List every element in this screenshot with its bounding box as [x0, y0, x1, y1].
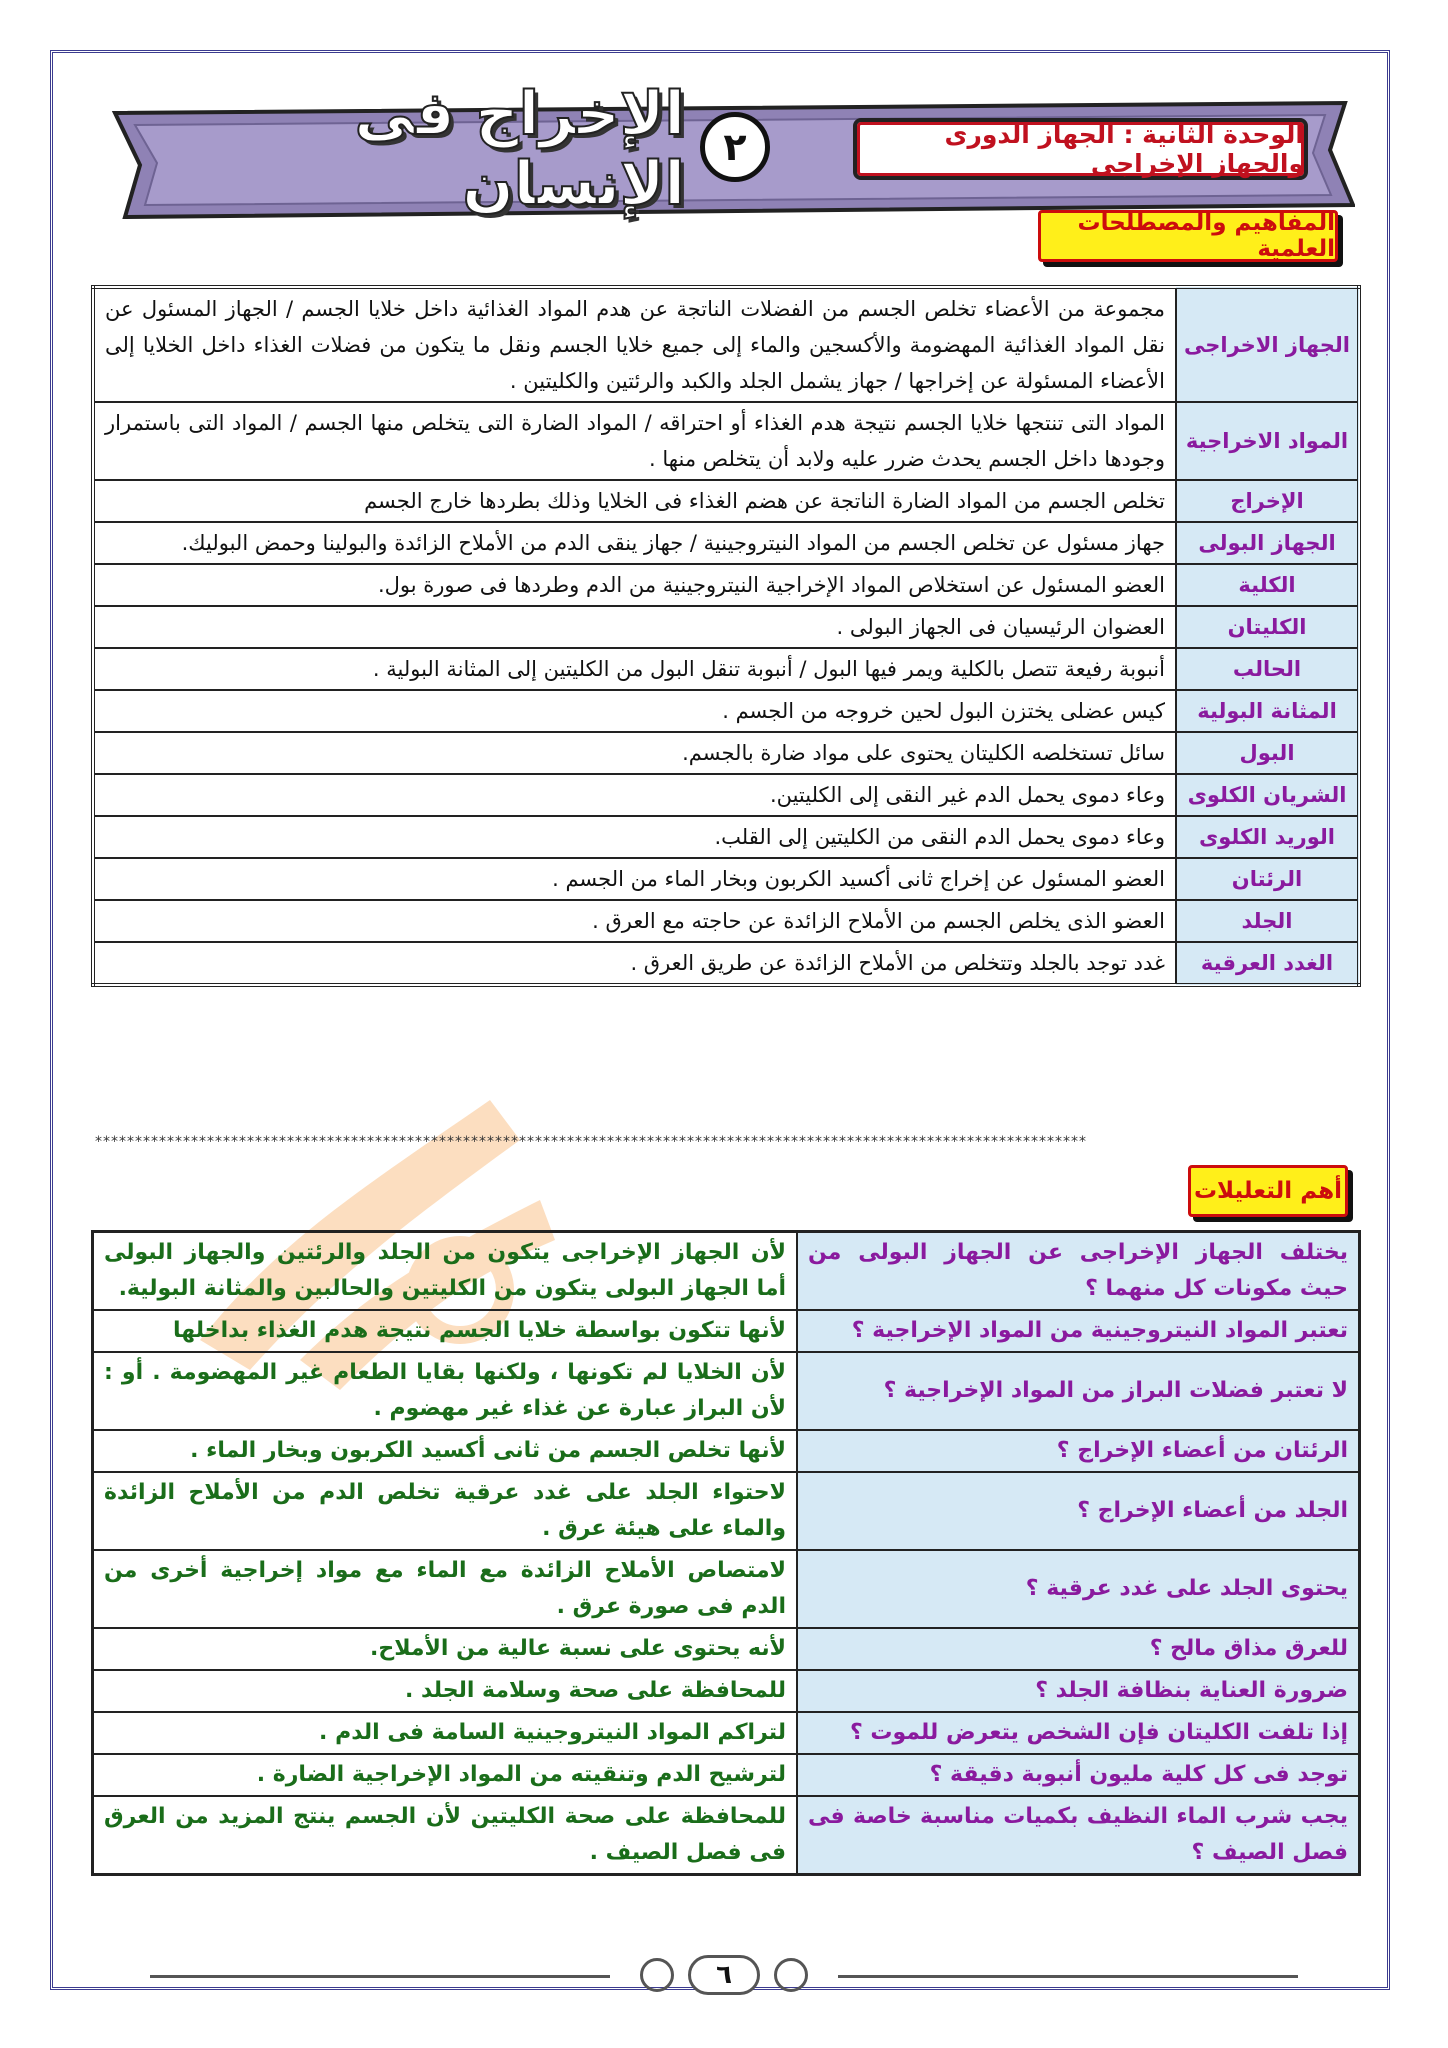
reason-question: إذا تلفت الكليتان فإن الشخص يتعرض للموت ؟: [797, 1712, 1360, 1754]
glossary-row: [93, 606, 1359, 648]
page-number: ٦: [688, 1955, 760, 1995]
reason-answer: لترشيح الدم وتنقيته من المواد الإخراجية الضارة .: [93, 1754, 798, 1796]
reason-row: [93, 1430, 1360, 1472]
reason-question: يختلف الجهاز الإخراجى عن الجهاز البولى من حيث مكونات كل منهما ؟: [797, 1232, 1360, 1311]
glossary-term: الجهاز البولى: [1176, 522, 1359, 564]
glossary-definition: وعاء دموى يحمل الدم غير النقى إلى الكليتين.: [93, 774, 1176, 816]
glossary-row: [93, 774, 1359, 816]
reason-row: [93, 1628, 1360, 1670]
reason-question: تعتبر المواد النيتروجينية من المواد الإخراجية ؟: [797, 1310, 1360, 1352]
glossary-row: [93, 648, 1359, 690]
reason-question: ضرورة العناية بنظافة الجلد ؟: [797, 1670, 1360, 1712]
glossary-row: [93, 480, 1359, 522]
reason-question: الجلد من أعضاء الإخراج ؟: [797, 1472, 1360, 1550]
glossary-definition: وعاء دموى يحمل الدم النقى من الكليتين إلى القلب.: [93, 816, 1176, 858]
glossary-definition: العضو الذى يخلص الجسم من الأملاح الزائدة عن حاجته مع العرق .: [93, 900, 1176, 942]
lesson-number-badge: ٢: [700, 112, 770, 182]
glossary-term: الحالب: [1176, 648, 1359, 690]
reasons-table: [91, 1230, 1361, 1876]
reason-question: لا تعتبر فضلات البراز من المواد الإخراجية ؟: [797, 1352, 1360, 1430]
reason-question: توجد فى كل كلية مليون أنبوبة دقيقة ؟: [797, 1754, 1360, 1796]
footer-ornament-right: [774, 1958, 808, 1992]
reason-row: [93, 1796, 1360, 1875]
glossary-row: [93, 900, 1359, 942]
glossary-section-label: المفاهيم والمصطلحات العلمية: [1038, 210, 1338, 262]
reason-answer: لتراكم المواد النيتروجينية السامة فى الدم .: [93, 1712, 798, 1754]
glossary-row: [93, 732, 1359, 774]
unit-title: الوحدة الثانية : الجهاز الدورى والجهاز الإخراجى: [853, 118, 1308, 180]
reason-row: [93, 1712, 1360, 1754]
glossary-term: الجلد: [1176, 900, 1359, 942]
reason-answer: لأن الخلايا لم تكونها ، ولكنها بقايا الطعام غير المهضومة . أو : لأن البراز عبارة عن غذاء غير مهضوم .: [93, 1352, 798, 1430]
glossary-term: الجهاز الاخراجى: [1176, 287, 1359, 402]
reason-answer: لامتصاص الأملاح الزائدة مع الماء مع مواد إخراجية أخرى من الدم فى صورة عرق .: [93, 1550, 798, 1628]
reason-answer: لأنها تخلص الجسم من ثانى أكسيد الكربون وبخار الماء .: [93, 1430, 798, 1472]
footer-line-right: [838, 1975, 1298, 1978]
reason-row: [93, 1550, 1360, 1628]
reason-answer: لاحتواء الجلد على غدد عرقية تخلص الدم من الأملاح الزائدة والماء على هيئة عرق .: [93, 1472, 798, 1550]
glossary-row: [93, 858, 1359, 900]
glossary-definition: مجموعة من الأعضاء تخلص الجسم من الفضلات الناتجة عن هدم المواد الغذائية داخل خلايا الجسم / الجهاز المسئول عن نقل المواد الغذائية المهضومة والأكسجين والماء إلى جميع خلايا الجسم ونقل ما يتكون من فضلات الغذاء داخل الخلايا إلى الأعضاء المسئولة عن إخراجها / جهاز يشمل الجلد والكبد والرئتين والكليتين .: [93, 287, 1176, 402]
glossary-definition: العضو المسئول عن إخراج ثانى أكسيد الكربون وبخار الماء من الجسم .: [93, 858, 1176, 900]
glossary-term: الكليتان: [1176, 606, 1359, 648]
glossary-row: [93, 522, 1359, 564]
reason-question: يجب شرب الماء النظيف بكميات مناسبة خاصة فى فصل الصيف ؟: [797, 1796, 1360, 1875]
reason-answer: للمحافظة على صحة وسلامة الجلد .: [93, 1670, 798, 1712]
glossary-definition: أنبوبة رفيعة تتصل بالكلية ويمر فيها البول / أنبوبة تنقل البول من الكليتين إلى المثانة البولية .: [93, 648, 1176, 690]
glossary-term: الإخراج: [1176, 480, 1359, 522]
reason-question: للعرق مذاق مالح ؟: [797, 1628, 1360, 1670]
glossary-term: الرئتان: [1176, 858, 1359, 900]
reason-question: يحتوى الجلد على غدد عرقية ؟: [797, 1550, 1360, 1628]
glossary-term: البول: [1176, 732, 1359, 774]
glossary-row: [93, 564, 1359, 606]
glossary-definition: العضو المسئول عن استخلاص المواد الإخراجية النيتروجينية من الدم وطردها فى صورة بول.: [93, 564, 1176, 606]
glossary-definition: غدد توجد بالجلد وتتخلص من الأملاح الزائدة عن طريق العرق .: [93, 942, 1176, 985]
glossary-row: [93, 690, 1359, 732]
glossary-definition: جهاز مسئول عن تخلص الجسم من المواد النيتروجينية / جهاز ينقى الدم من الأملاح الزائدة والبولينا وحمض البوليك.: [93, 522, 1176, 564]
glossary-term: الغدد العرقية: [1176, 942, 1359, 985]
reason-answer: للمحافظة على صحة الكليتين لأن الجسم ينتج المزيد من العرق فى فصل الصيف .: [93, 1796, 798, 1875]
glossary-term: الوريد الكلوى: [1176, 816, 1359, 858]
reason-row: [93, 1472, 1360, 1550]
reason-row: [93, 1310, 1360, 1352]
glossary-term: الشريان الكلوى: [1176, 774, 1359, 816]
glossary-table: [91, 285, 1361, 987]
star-divider: ****************************************************************************************************************************: [95, 1134, 1087, 1148]
glossary-row: [93, 402, 1359, 480]
reason-row: [93, 1232, 1360, 1311]
glossary-definition: كيس عضلى يختزن البول لحين خروجه من الجسم .: [93, 690, 1176, 732]
footer-ornament-left: [640, 1958, 674, 1992]
glossary-row: [93, 287, 1359, 402]
glossary-term: المواد الاخراجية: [1176, 402, 1359, 480]
lesson-title: الإخراج فى الإنسان: [354, 79, 685, 219]
glossary-term: الكلية: [1176, 564, 1359, 606]
reason-answer: لأنها تتكون بواسطة خلايا الجسم نتيجة هدم الغذاء بداخلها: [93, 1310, 798, 1352]
glossary-definition: المواد التى تنتجها خلايا الجسم نتيجة هدم الغذاء أو احتراقه / المواد الضارة التى يتخلص منها الجسم / المواد التى باستمرار وجودها داخل الجسم يحدث ضرر عليه ولابد أن يتخلص منها .: [93, 402, 1176, 480]
footer-line-left: [150, 1975, 610, 1978]
glossary-row: [93, 816, 1359, 858]
reasons-section-label: أهم التعليلات: [1188, 1165, 1348, 1217]
glossary-definition: سائل تستخلصه الكليتان يحتوى على مواد ضارة بالجسم.: [93, 732, 1176, 774]
reason-row: [93, 1352, 1360, 1430]
glossary-row: [93, 942, 1359, 985]
glossary-term: المثانة البولية: [1176, 690, 1359, 732]
reason-row: [93, 1670, 1360, 1712]
reason-question: الرئتان من أعضاء الإخراج ؟: [797, 1430, 1360, 1472]
glossary-definition: تخلص الجسم من المواد الضارة الناتجة عن هضم الغذاء فى الخلايا وذلك بطردها خارج الجسم: [93, 480, 1176, 522]
reason-answer: لأن الجهاز الإخراجى يتكون من الجلد والرئتين والجهاز البولى أما الجهاز البولى يتكون من الكليتين والحالبين والمثانة البولية.: [93, 1232, 798, 1311]
glossary-definition: العضوان الرئيسيان فى الجهاز البولى .: [93, 606, 1176, 648]
reason-row: [93, 1754, 1360, 1796]
reason-answer: لأنه يحتوى على نسبة عالية من الأملاح.: [93, 1628, 798, 1670]
